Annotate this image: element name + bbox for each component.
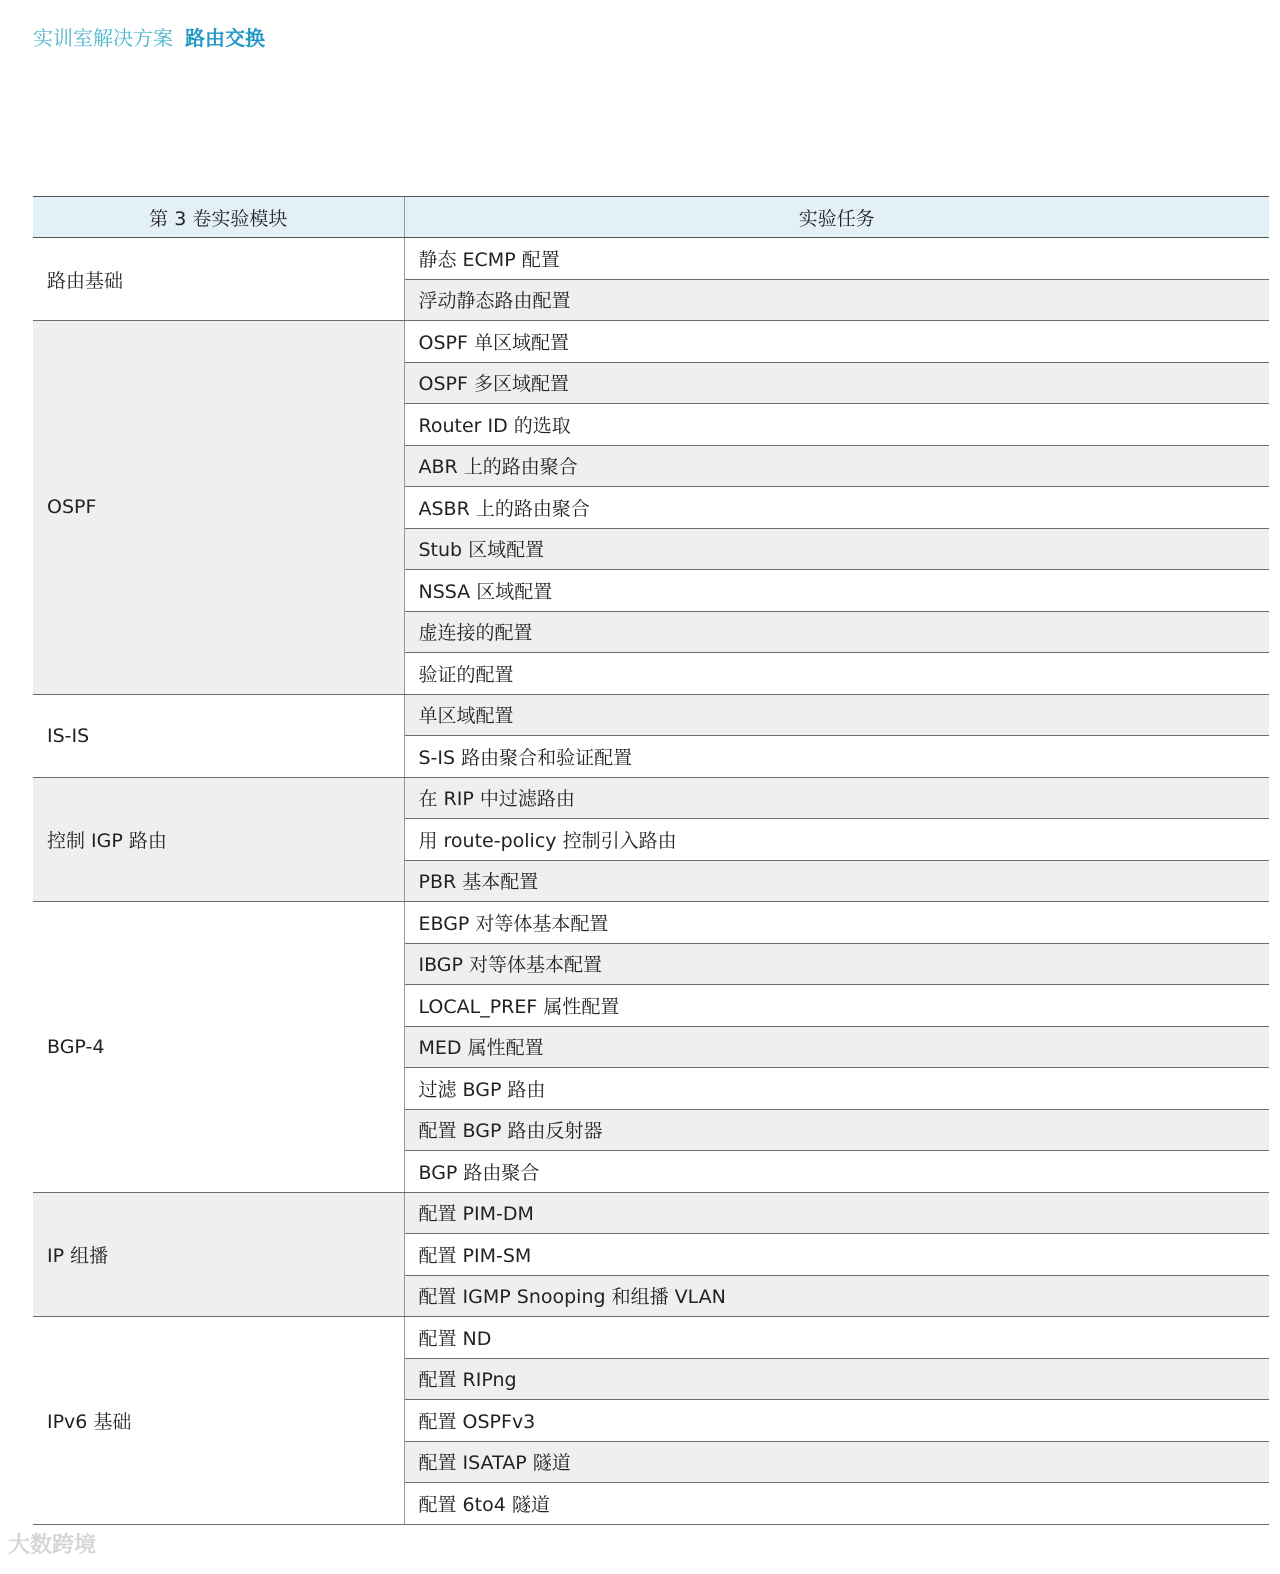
module-cell: IPv6 基础 bbox=[33, 1317, 404, 1525]
topic-title: 路由交换 bbox=[185, 26, 265, 50]
task-cell: 验证的配置 bbox=[404, 653, 1269, 695]
column-header-task: 实验任务 bbox=[404, 197, 1269, 238]
task-cell: NSSA 区域配置 bbox=[404, 570, 1269, 612]
task-cell: 在 RIP 中过滤路由 bbox=[404, 777, 1269, 819]
task-cell: MED 属性配置 bbox=[404, 1026, 1269, 1068]
task-cell: Stub 区域配置 bbox=[404, 528, 1269, 570]
task-cell: 配置 OSPFv3 bbox=[404, 1400, 1269, 1442]
experiment-module-table bbox=[33, 196, 1269, 1525]
task-cell: 配置 BGP 路由反射器 bbox=[404, 1109, 1269, 1151]
table-row bbox=[33, 694, 1269, 736]
module-cell: 控制 IGP 路由 bbox=[33, 777, 404, 902]
table-row bbox=[33, 1192, 1269, 1234]
task-cell: 配置 RIPng bbox=[404, 1358, 1269, 1400]
task-cell: ABR 上的路由聚合 bbox=[404, 445, 1269, 487]
watermark bbox=[8, 1528, 96, 1559]
module-cell: IP 组播 bbox=[33, 1192, 404, 1317]
task-cell: ASBR 上的路由聚合 bbox=[404, 487, 1269, 529]
table-row bbox=[33, 1317, 1269, 1359]
table-row bbox=[33, 777, 1269, 819]
column-header-module: 第 3 卷实验模块 bbox=[33, 197, 404, 238]
task-cell: Router ID 的选取 bbox=[404, 404, 1269, 446]
task-cell: 配置 ISATAP 隧道 bbox=[404, 1441, 1269, 1483]
task-cell: 过滤 BGP 路由 bbox=[404, 1068, 1269, 1110]
task-cell: LOCAL_PREF 属性配置 bbox=[404, 985, 1269, 1027]
series-title: 实训室解决方案 bbox=[33, 26, 173, 50]
watermark-text: 大数跨境 bbox=[8, 1533, 97, 1558]
task-cell: 用 route-policy 控制引入路由 bbox=[404, 819, 1269, 861]
task-cell: OSPF 多区域配置 bbox=[404, 362, 1269, 404]
task-cell: 单区域配置 bbox=[404, 694, 1269, 736]
task-cell: 静态 ECMP 配置 bbox=[404, 238, 1269, 280]
module-cell: IS-IS bbox=[33, 694, 404, 777]
module-cell: 路由基础 bbox=[33, 238, 404, 321]
table-row bbox=[33, 238, 1269, 280]
task-cell: 配置 ND bbox=[404, 1317, 1269, 1359]
task-cell: 配置 PIM-SM bbox=[404, 1234, 1269, 1276]
table-row bbox=[33, 902, 1269, 944]
task-cell: IBGP 对等体基本配置 bbox=[404, 943, 1269, 985]
task-cell: 配置 IGMP Snooping 和组播 VLAN bbox=[404, 1275, 1269, 1317]
task-cell: OSPF 单区域配置 bbox=[404, 321, 1269, 363]
table-row bbox=[33, 321, 1269, 363]
module-cell: OSPF bbox=[33, 321, 404, 695]
table-header-row bbox=[33, 197, 1269, 238]
table-body bbox=[33, 238, 1269, 1525]
module-cell: BGP-4 bbox=[33, 902, 404, 1193]
task-cell: S-IS 路由聚合和验证配置 bbox=[404, 736, 1269, 778]
page-header bbox=[33, 24, 265, 52]
task-cell: 浮动静态路由配置 bbox=[404, 279, 1269, 321]
task-cell: 虚连接的配置 bbox=[404, 611, 1269, 653]
task-cell: BGP 路由聚合 bbox=[404, 1151, 1269, 1193]
task-cell: PBR 基本配置 bbox=[404, 860, 1269, 902]
task-cell: EBGP 对等体基本配置 bbox=[404, 902, 1269, 944]
task-cell: 配置 6to4 隧道 bbox=[404, 1483, 1269, 1525]
task-cell: 配置 PIM-DM bbox=[404, 1192, 1269, 1234]
